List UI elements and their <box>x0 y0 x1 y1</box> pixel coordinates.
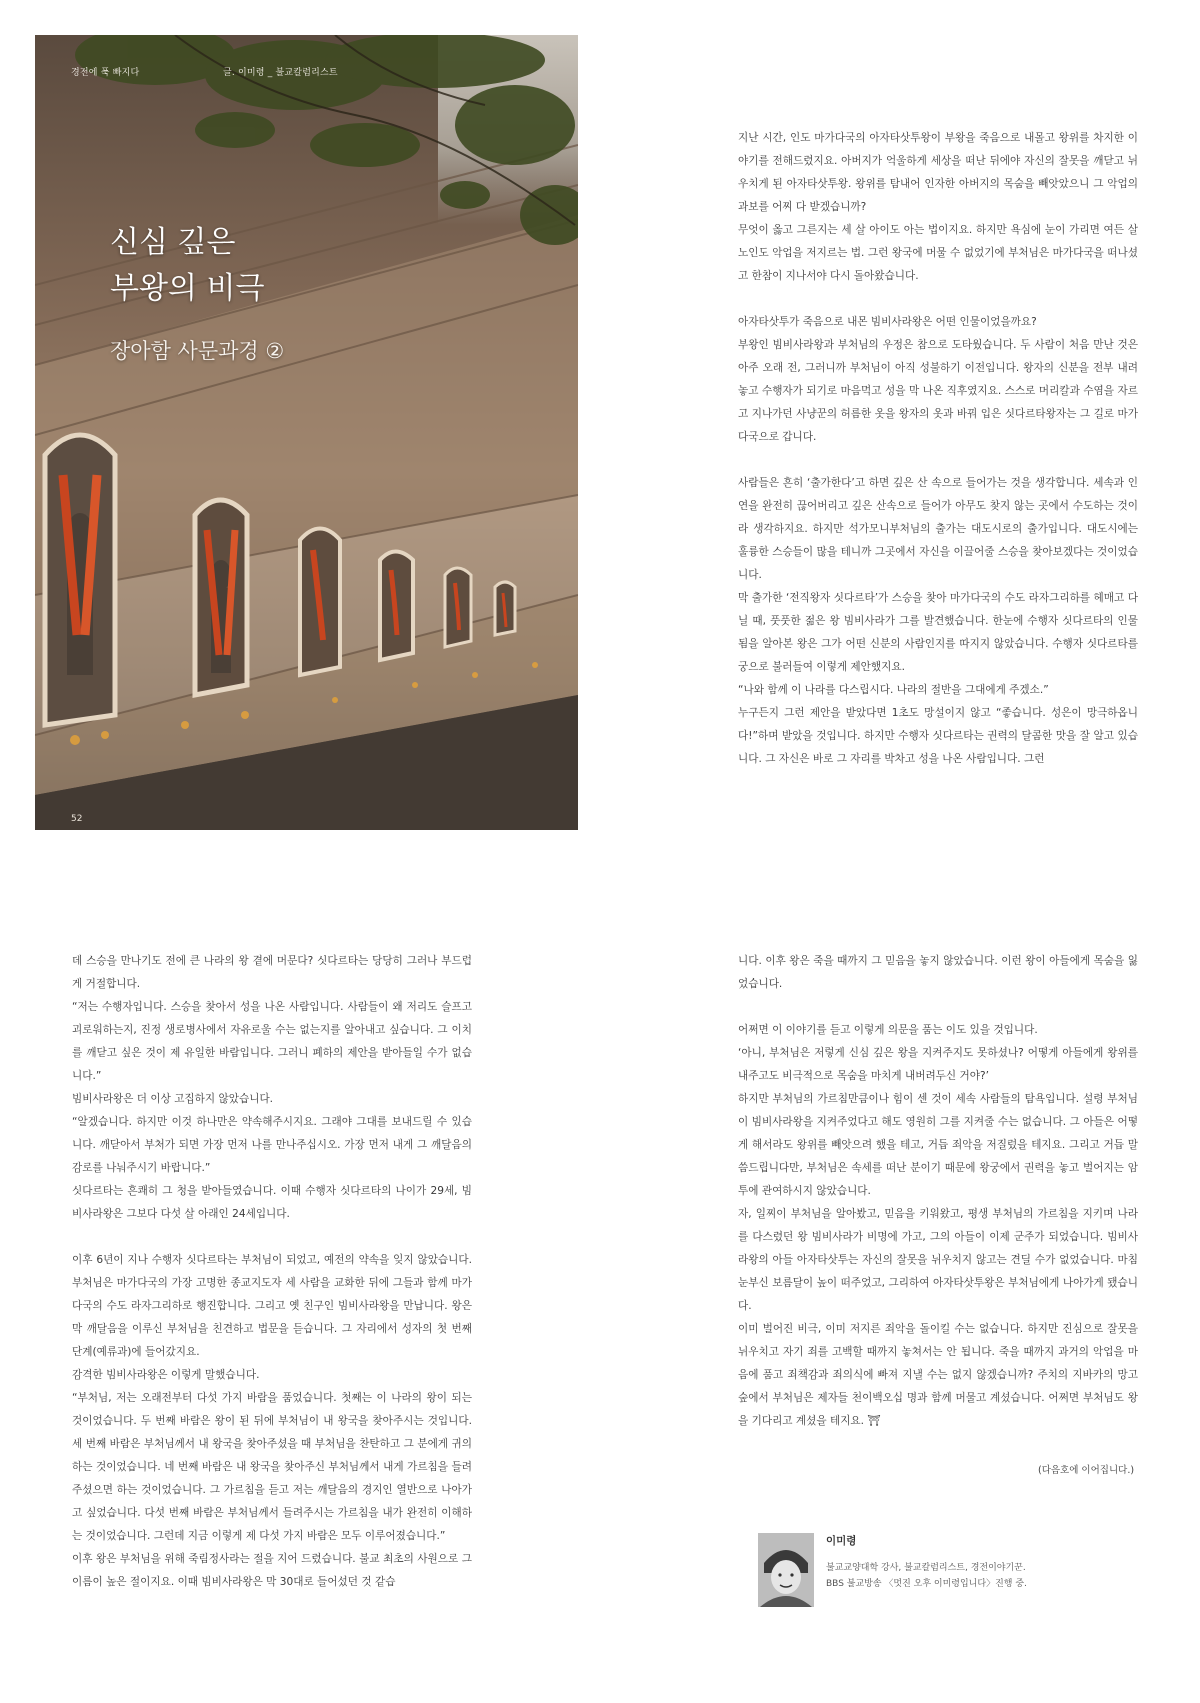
paragraph: 어쩌면 이 이야기를 듣고 이렇게 의문을 품는 이도 있을 것입니다. <box>738 1024 1038 1036</box>
cover-photo-panel <box>35 35 578 830</box>
text-column-bottom-right <box>738 950 1138 1433</box>
article-subtitle: 장아함 사문과경 ② <box>110 339 285 363</box>
paragraph: 사람들은 흔히 ‘출가한다’고 하면 깊은 산 속으로 들어가는 것을 생각합니다. 세속과 인연을 완전히 끊어버리고 깊은 산속으로 들어가 아무도 찾지 않는 곳에서 수도하는 것이라 생각하지요. 하지만 석가모니부처님의 출가는 대도시로의 출가입니다. 대도시에는 훌륭한 스승들이 많을 테니까 그곳에서 자신을 이끌어줄 스승을 찾아보겠다는 것이었습니다. <box>738 477 1138 581</box>
paragraph: 아자타삿투가 죽음으로 내몬 빔비사라왕은 어떤 인물이었을까요? <box>738 316 1037 328</box>
paragraph: “부처님, 저는 오래전부터 다섯 가지 바람을 품었습니다. 첫째는 이 나라의 왕이 되는 것이었습니다. 두 번째 바람은 왕이 된 뒤에 부처님이 내 왕국을 찾아주시는 것입니다. 세 번째 바람은 부처님께서 내 왕국을 찾아주셨을 때 부처님을 찬탄하고 그 분에게 귀의하는 것이었습니다. 네 번째 바람은 내 왕국을 찾아주신 부처님께서 내게 가르침을 들려주셨으면 하는 것이었습니다. 그 가르침을 듣고 저는 깨달음의 경지인 열반으로 나아가고 싶었습니다. 다섯 번째 바람은 부처님께서 들려주시는 가르침을 내가 완전히 이해하는 것이었습니다. 그런데 지금 이렇게 제 다섯 가지 바람은 모두 이루어졌습니다.” <box>72 1392 472 1542</box>
paragraph: 누구든지 그런 제안을 받았다면 1초도 망설이지 않고 “좋습니다. 성은이 망극하옵니다!”하며 받았을 것입니다. 하지만 수행자 싯다르타는 권력의 달콤한 맛을 잘 알고 있습니다. 그 자신은 바로 그 자리를 박차고 성을 나온 사람입니다. 그런 <box>738 707 1138 765</box>
paragraph: 감격한 빔비사라왕은 이렇게 말했습니다. <box>72 1369 260 1381</box>
author-bio-line: 불교교양대학 강사, 불교칼럼리스트, 경전이야기꾼. <box>826 1563 1026 1573</box>
text-column-bottom-left <box>72 950 472 1594</box>
author-label: 글. 이미령 _ 불교칼럼리스트 <box>223 68 338 78</box>
author-bio <box>826 1560 1126 1592</box>
author-avatar <box>758 1533 814 1607</box>
paragraph: 이미 벌어진 비극, 이미 저지른 죄악을 돌이킬 수는 없습니다. 하지만 진심으로 잘못을 뉘우치고 자기 죄를 고백할 때까지 놓쳐서는 안 됩니다. 죽을 때까지 과거의 악업을 마음에 품고 죄책감과 죄의식에 빠져 지낼 수는 없지 않겠습니까? 주치의 지바카의 망고 숲에서 부처님은 제자들 천이백오십 명과 함께 머물고 계셨습니다. 어쩌면 부처님도 왕을 기다리고 계셨을 테지요. ⛩ <box>738 1323 1138 1427</box>
paragraph: “나와 함께 이 나라를 다스립시다. 나라의 절반을 그대에게 주겠소.” <box>738 684 1049 696</box>
series-label: 경전에 푹 빠지다 <box>71 68 140 78</box>
paragraph: 싯다르타는 흔쾌히 그 청을 받아들였습니다. 이때 수행자 싯다르타의 나이가 29세, 빔비사라왕은 그보다 다섯 살 아래인 24세입니다. <box>72 1185 472 1220</box>
title-line-1: 신심 깊은 <box>110 225 236 260</box>
paragraph: 부왕인 빔비사라왕과 부처님의 우정은 참으로 도타웠습니다. 두 사람이 처음 만난 것은 아주 오래 전, 그러니까 부처님이 아직 성불하기 이전입니다. 왕자의 신분을 전부 내려놓고 수행자가 되기로 마음먹고 성을 막 나온 직후였지요. 스스로 머리칼과 수염을 자르고 지나가던 사냥꾼의 허름한 옷을 왕자의 옷과 바꿔 입은 싯다르타왕자는 그 길로 마가다국으로 갑니다. <box>738 339 1138 443</box>
paragraph: 빔비사라왕은 더 이상 고집하지 않았습니다. <box>72 1093 274 1105</box>
continue-note: (다음호에 이어집니다.) <box>1038 1465 1135 1476</box>
paragraph: 무엇이 옳고 그른지는 세 살 아이도 아는 법이지요. 하지만 욕심에 눈이 가리면 여든 살 노인도 악업을 저지르는 법. 그런 왕국에 머물 수 없었기에 부처님은 마가다국을 떠나셨고 한참이 지나서야 다시 돌아왔습니다. <box>738 224 1138 282</box>
paragraph: 자, 일찌이 부처님을 알아봤고, 믿음을 키워왔고, 평생 부처님의 가르침을 지키며 나라를 다스렸던 왕 빔비사라가 비명에 가고, 그의 아들이 이제 군주가 되었습니다. 빔비사라왕의 아들 아자타삿투는 자신의 잘못을 뉘우치지 않고는 견딜 수가 없었습니다. 마침 눈부신 보름달이 높이 떠주었고, 그리하여 아자타삿투왕은 부처님에게 나아가게 됐습니다. <box>738 1208 1138 1312</box>
paragraph: “저는 수행자입니다. 스승을 찾아서 성을 나온 사람입니다. 사람들이 왜 저리도 슬프고 괴로워하는지, 진정 생로병사에서 자유로울 수는 없는지를 알아내고 싶습니다. 그 이치를 깨닫고 싶은 것이 제 유일한 바람입니다. 그러니 폐하의 제안을 받아들일 수가 없습니다.” <box>72 1001 472 1082</box>
paragraph: ‘아니, 부처님은 저렇게 신심 깊은 왕을 지켜주지도 못하셨나? 어떻게 아들에게 왕위를 내주고도 비극적으로 목숨을 마치게 내버려두신 거야?’ <box>738 1047 1138 1082</box>
title-line-2: 부왕의 비극 <box>110 271 265 306</box>
paragraph: 하지만 부처님의 가르침만큼이나 힘이 센 것이 세속 사람들의 탐욕입니다. 설령 부처님이 빔비사라왕을 지켜주었다고 해도 영원히 그를 지켜줄 수는 없습니다. 그 아들은 어떻게 해서라도 왕위를 빼앗으려 했을 테고, 거듭 죄악을 저질렀을 테지요. 그리고 거듭 말씀드립니다만, 부처님은 속세를 떠난 분이기 때문에 왕궁에서 권력을 놓고 벌어지는 암투에 관여하시지 않았습니다. <box>738 1093 1138 1197</box>
paragraph: “알겠습니다. 하지만 이것 하나만은 약속해주시지요. 그래야 그대를 보내드릴 수 있습니다. 깨닫아서 부처가 되면 가장 먼저 나를 만나주십시오. 가장 먼저 내게 그 깨달음의 감로를 나눠주시기 바랍니다.” <box>72 1116 472 1174</box>
paragraph: 지난 시간, 인도 마가다국의 아자타삿투왕이 부왕을 죽음으로 내몰고 왕위를 차지한 이야기를 전해드렸지요. 아버지가 억울하게 세상을 떠난 뒤에야 자신의 잘못을 깨닫고 뉘우치게 된 아자타삿투왕. 왕위를 탐내어 인자한 아버지의 목숨을 빼앗았으니 그 악업의 과보를 어찌 다 받겠습니까? <box>738 132 1138 213</box>
paragraph: 이후 6년이 지나 수행자 싯다르타는 부처님이 되었고, 예전의 약속을 잊지 않았습니다. 부처님은 마가다국의 가장 고명한 종교지도자 세 사람을 교화한 뒤에 그들과 함께 마가다국의 수도 라자그리하로 행진합니다. 그리고 옛 친구인 빔비사라왕을 만납니다. 왕은 막 깨달음을 이루신 부처님을 친견하고 법문을 듣습니다. 그 자리에서 성자의 첫 번째 단계(예류과)에 들어갔지요. <box>72 1254 472 1358</box>
article-title <box>110 220 264 312</box>
paragraph: 데 스승을 만나기도 전에 큰 나라의 왕 곁에 머문다? 싯다르타는 당당히 그러나 부드럽게 거절합니다. <box>72 955 472 990</box>
page-number: 52 <box>71 814 83 824</box>
paragraph: 막 출가한 ‘전직왕자 싯다르타’가 스승을 찾아 마가다국의 수도 라자그리하를 헤매고 다닐 때, 풋풋한 젊은 왕 빔비사라가 그를 발견했습니다. 한눈에 수행자 싯다르타의 인물됨을 알아본 왕은 그가 어떤 신분의 사람인지를 따지지 않았습니다. 수행자 싯다르타를 궁으로 불러들여 이렇게 제안했지요. <box>738 592 1138 673</box>
text-column-top-right <box>738 127 1138 771</box>
author-name: 이미령 <box>826 1535 857 1547</box>
paragraph: 니다. 이후 왕은 죽을 때까지 그 믿음을 놓지 않았습니다. 이런 왕이 아들에게 목숨을 잃었습니다. <box>738 955 1138 990</box>
paragraph: 이후 왕은 부처님을 위해 죽림정사라는 절을 지어 드렸습니다. 불교 최초의 사원으로 그 이름이 높은 절이지요. 이때 빔비사라왕은 막 30대로 들어섰던 것 같습 <box>72 1553 472 1588</box>
author-bio-line: BBS 불교방송 〈멋진 오후 이미령입니다〉진행 중. <box>826 1579 1027 1589</box>
temple-illustration <box>35 35 578 830</box>
